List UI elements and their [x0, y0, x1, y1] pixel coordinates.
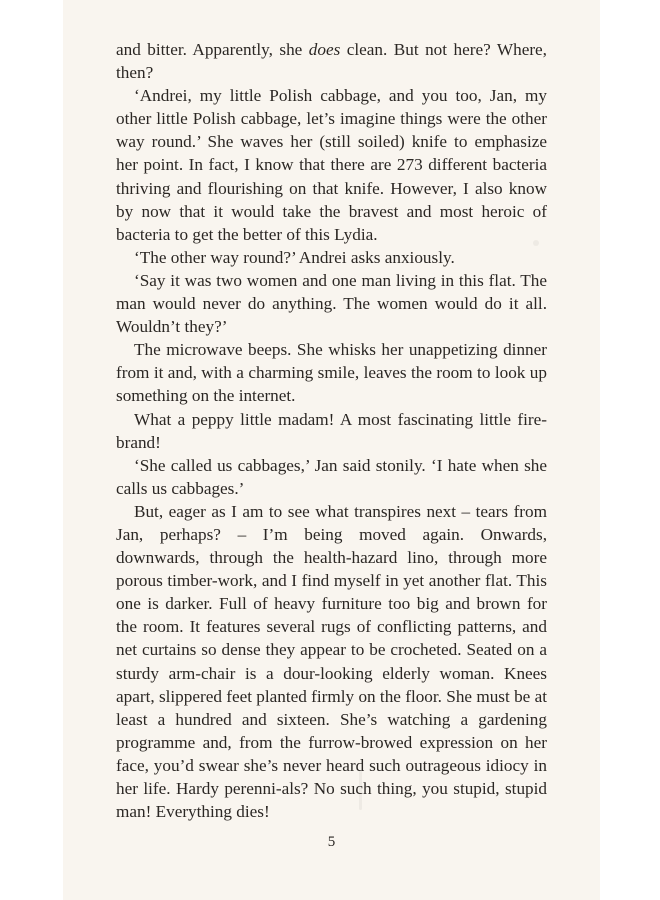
paragraph-8: But, eager as I am to see what transpires next – tears from Jan, perhaps? – I’m being moved again. Onwards, downwards, through the health-hazard lino, through more porous timber-work, and I find myself in yet another flat. This one is darker. Full of heavy furniture too big and brown for the room. It features several rugs of conflicting patterns, and net curtains so dense they appear to be crocheted. Seated on a sturdy arm-chair is a dour-looking elderly woman. Knees apart, slippered feet planted firmly on the floor. She must be at least a hundred and sixteen. She’s watching a gardening programme and, from the furrow-browed expression on her face, you’d swear she’s never heard such outrageous idiocy in her life. Hardy perenni-als? No such thing, you stupid, stupid man! Everything dies! [116, 501, 547, 822]
body-text [116, 38, 547, 823]
emphasis-word: does [308, 40, 341, 59]
paragraph-6: What a peppy little madam! A most fascinating little fire-brand! [116, 409, 547, 452]
paragraph-5: The microwave beeps. She whisks her unappetizing dinner from it and, with a charming smile, leaves the room to look up something on the internet. [116, 340, 547, 406]
paragraph-4: ‘Say it was two women and one man living in this flat. The man would never do anything. The women would do it all. Wouldn’t they?’ [116, 270, 547, 337]
page-number: 5 [327, 834, 336, 850]
paragraph-2: ‘Andrei, my little Polish cabbage, and you too, Jan, my other little Polish cabbage, let’s imagine things were the other way round.’ She waves her (still soiled) knife to emphasize her point. In fact, I know that there are 273 different bacteria thriving and flourishing on that knife. However, I also know by now that it would take the bravest and most heroic of bacteria to get the better of this Lydia. [116, 86, 547, 244]
paragraph-3: ‘The other way round?’ Andrei asks anxiously. [134, 247, 455, 267]
paragraph-1: and bitter. Apparently, she does clean. But not here? Where, then? [116, 40, 547, 83]
book-page [63, 0, 600, 900]
paragraph-7: ‘She called us cabbages,’ Jan said stonily. ‘I hate when she calls us cabbages.’ [116, 455, 547, 498]
